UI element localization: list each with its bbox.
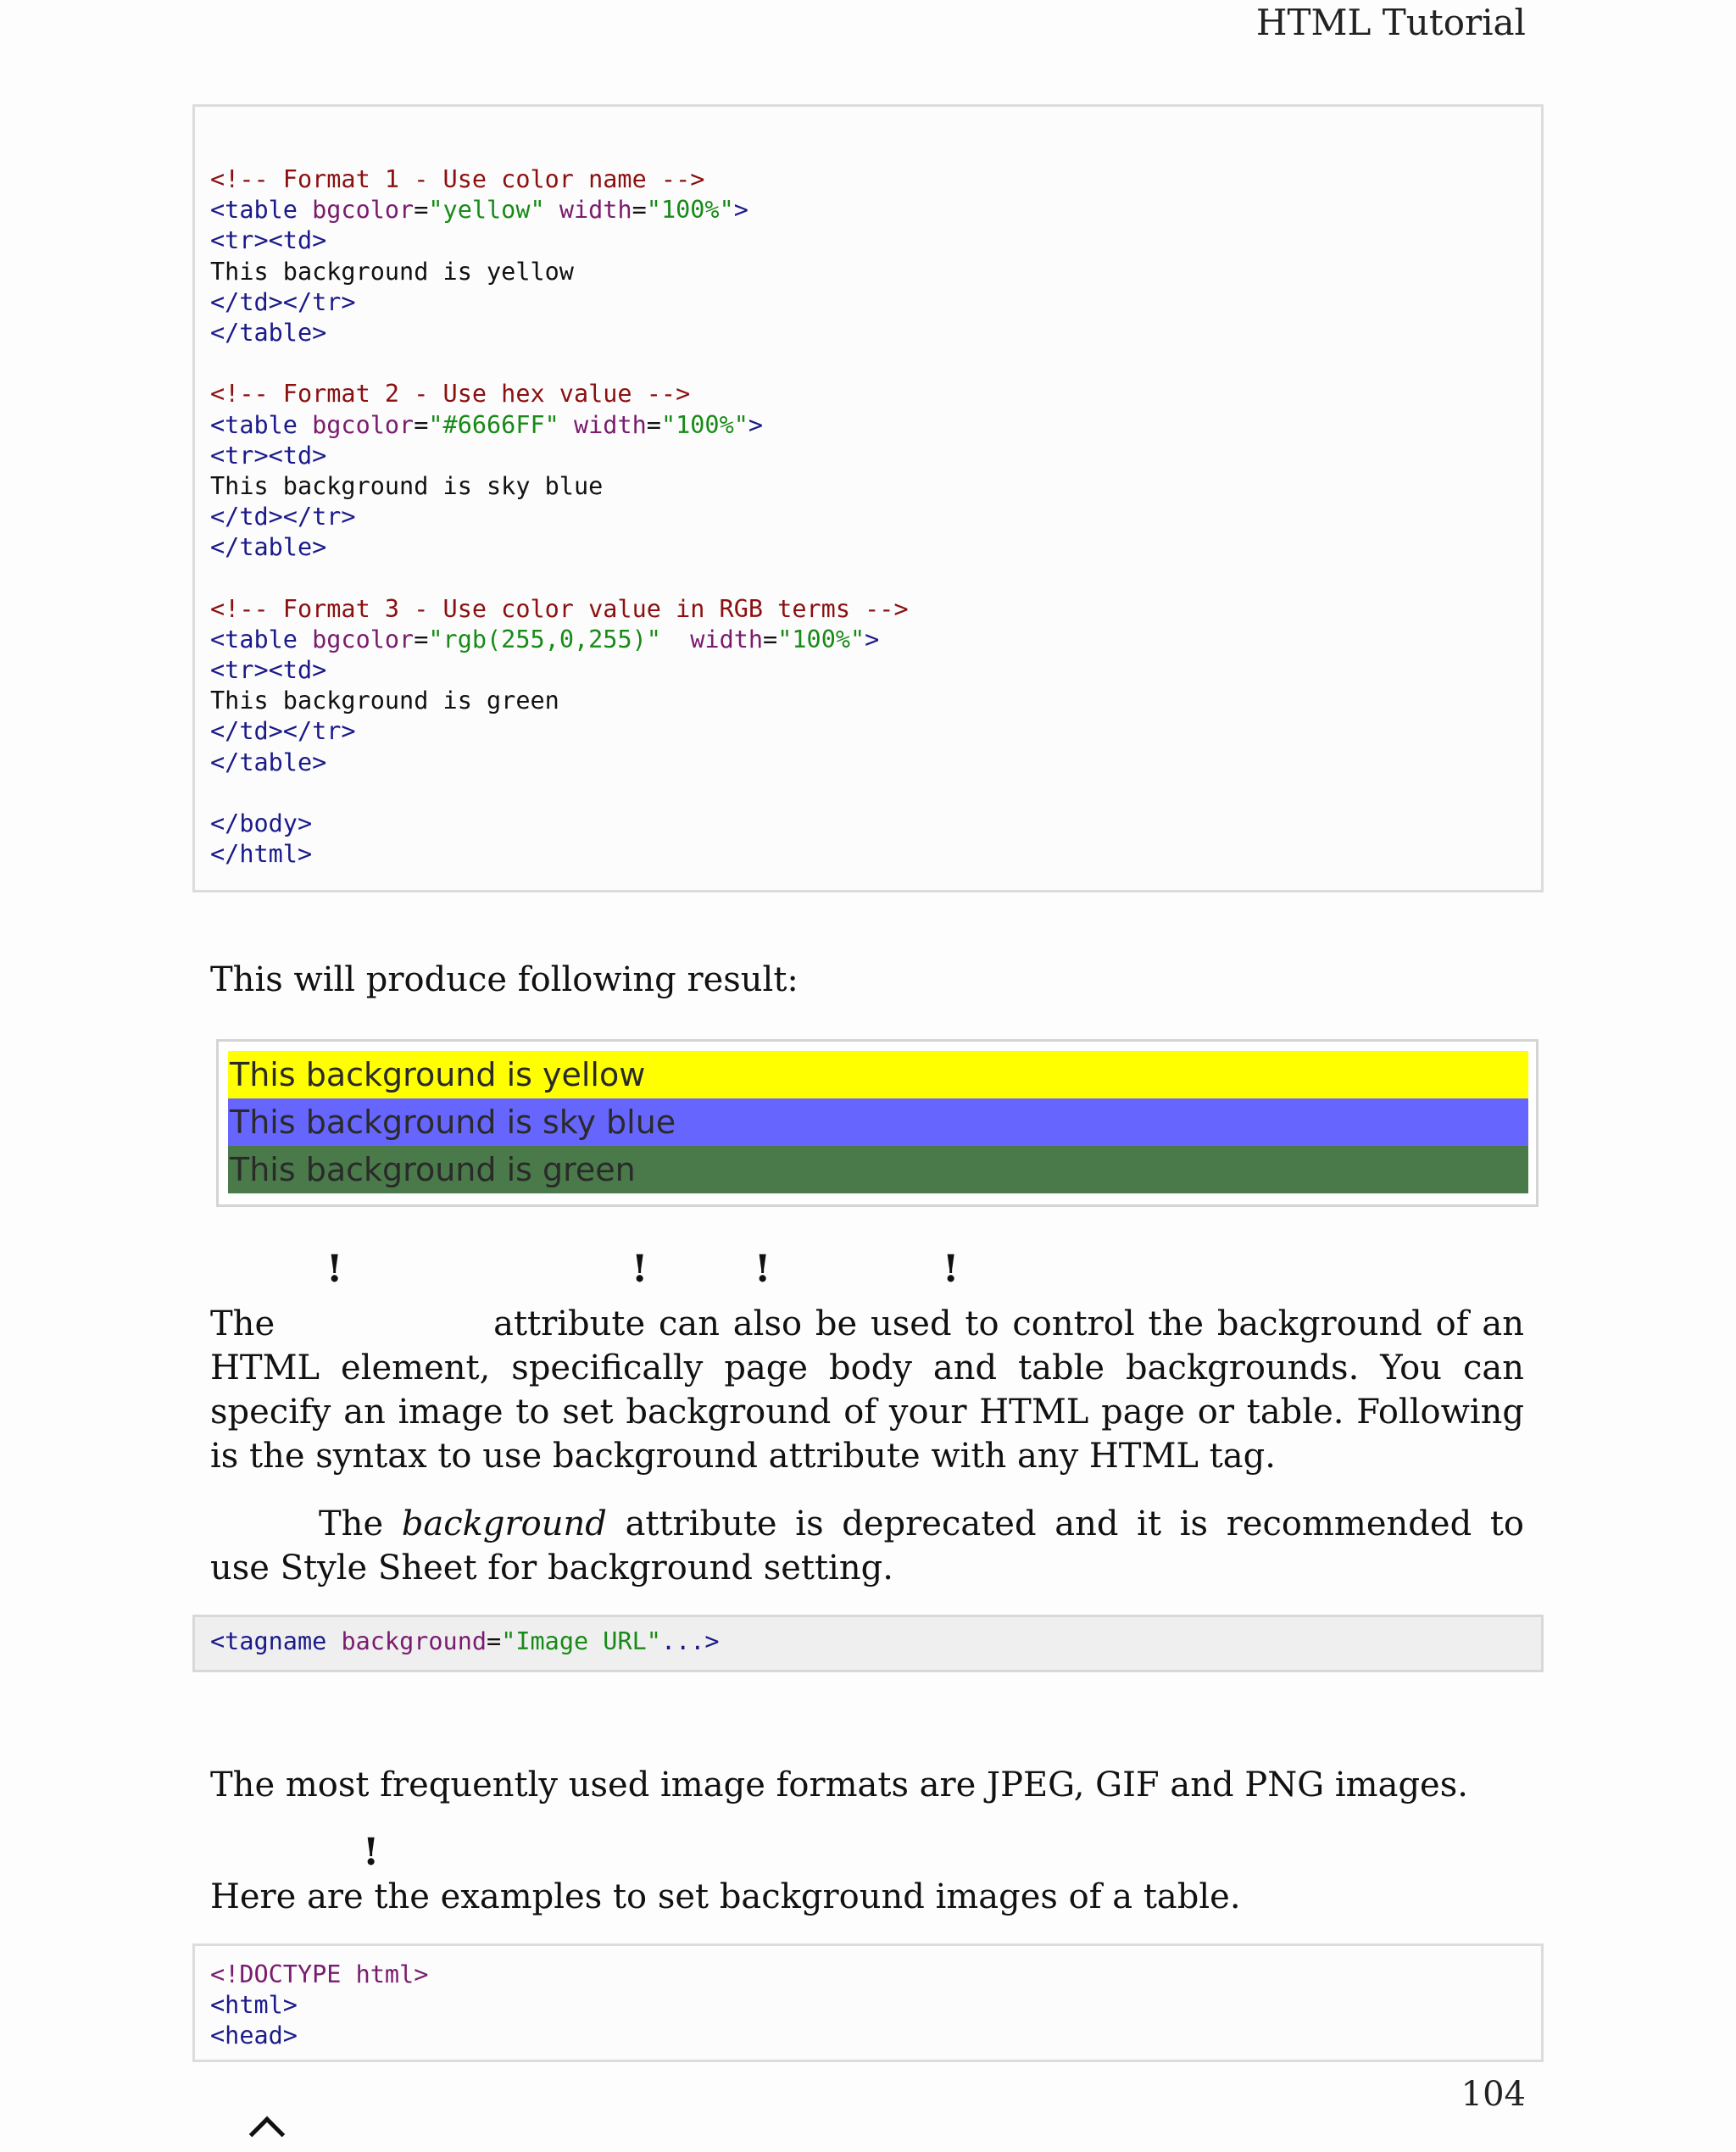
code-line [210,686,909,716]
code-token: </td></tr> [210,503,356,531]
code-token: = [487,1627,502,1655]
code-block-1-content [210,164,909,870]
deprecation-note [210,1502,1524,1590]
code-line [210,1990,428,2021]
code-token: > [865,625,880,653]
result-row-green [228,1146,1528,1193]
code-line [210,379,909,409]
code-token: "#6666FF" [428,410,559,439]
note-pre: The [319,1504,384,1543]
code-token: This background is yellow [210,257,574,286]
scroll-up-caret-icon[interactable] [249,2116,285,2152]
code-line [210,655,909,686]
code-line [210,625,909,655]
result-row-text: This background is yellow [230,1056,646,1093]
code-line [210,748,909,778]
code-token: </table> [210,748,327,776]
code-token: width [544,196,632,225]
code-line [210,257,909,287]
result-row-text: This background is green [230,1151,636,1188]
code-line [210,502,909,532]
code-token: <tagname [210,1627,342,1655]
code-block-2 [192,1943,1544,2062]
code-token: = [646,410,661,439]
code-line [210,1960,428,1990]
code-token: <table [210,625,313,653]
code-token: background [341,1627,487,1655]
code-token: <!-- Format 1 - Use color name --> [210,165,705,193]
code-token: <table [210,196,313,225]
code-token: </html> [210,840,313,869]
page-header-title: HTML Tutorial [1255,2,1526,43]
exclamation-mark-2: ! [632,1248,648,1291]
result-row-text: This background is sky blue [230,1104,676,1141]
code-token: <tr><td> [210,226,327,255]
code-token: <table [210,410,313,439]
code-line [210,195,909,225]
code-line [210,839,909,870]
code-token: </table> [210,318,327,347]
code-token: </table> [210,533,327,562]
code-token: = [763,625,778,653]
code-token: <!DOCTYPE html> [210,1960,429,1988]
code-token: bgcolor [312,625,415,653]
result-row-yellow [228,1051,1528,1098]
paragraph-1-rest: attribute can also be used to control the background of an HTML element, specifically page body and table backgrounds. You can specify an image to set background of your HTML page or table. Following is the syntax to use background attribute with any HTML tag. [210,1304,1524,1476]
code-token: <tr><td> [210,656,327,684]
code-token: </td></tr> [210,287,356,316]
code-token: "yellow" [428,196,545,225]
result-intro: This will produce following result: [210,960,798,999]
code-token: "Image URL" [501,1627,661,1655]
code-token: > [733,196,748,225]
code-token: This background is sky blue [210,471,604,500]
code-line [210,809,909,839]
code-token: <!-- Format 2 - Use hex value --> [210,380,691,409]
code-token: ...> [660,1627,720,1655]
code-token: = [632,196,647,225]
code-line [210,164,909,195]
code-token: = [414,625,429,653]
code-block-1 [192,104,1544,892]
code-line [210,225,909,256]
code-line [210,2021,428,2051]
code-token: width [559,410,647,439]
code-line [210,287,909,318]
code-line [210,441,909,471]
code-token: bgcolor [312,410,415,439]
code-line [210,348,909,379]
code-token: = [414,410,429,439]
code-line [210,532,909,563]
paragraph-1 [210,1302,1524,1478]
code-token: <!-- Format 3 - Use color value in RGB terms --> [210,594,909,623]
code-token: "100%" [646,196,734,225]
code-line [210,778,909,809]
code-token: </td></tr> [210,717,356,746]
formats-text: The most frequently used image formats are JPEG, GIF and PNG images. [210,1766,1468,1804]
syntax-block [192,1615,1544,1672]
exclamation-mark-1: ! [326,1248,343,1291]
examples-text: Here are the examples to set background images of a table. [210,1877,1241,1916]
paragraph-1-start: The [210,1304,275,1343]
code-token: "100%" [777,625,865,653]
syntax-code [210,1627,720,1657]
result-row-sky-blue [228,1098,1528,1146]
page-number: 104 [1461,2075,1526,2114]
code-line [210,410,909,441]
code-block-2-content [210,1960,428,2052]
code-line [210,594,909,625]
code-token: <tr><td> [210,441,327,470]
code-token: > [748,410,764,439]
result-preview [216,1039,1538,1207]
code-token: <head> [210,2021,298,2050]
note-emphasis: background [401,1504,607,1543]
code-token: bgcolor [312,196,415,225]
code-token: "rgb(255,0,255)" [428,625,661,653]
code-line [210,563,909,593]
note-post: attribute is deprecated and it is recommended to use Style Sheet for background setting. [210,1504,1525,1588]
code-token: </body> [210,809,313,837]
code-token: <html> [210,1991,298,2020]
code-token: This background is green [210,687,559,715]
exclamation-mark-3: ! [754,1248,771,1291]
exclamation-mark-5: ! [363,1831,380,1874]
code-token: = [414,196,429,225]
exclamation-mark-4: ! [943,1248,960,1291]
code-line [210,471,909,502]
code-token: "100%" [660,410,748,439]
code-line [210,716,909,747]
code-token: width [660,625,764,653]
code-line [210,318,909,348]
